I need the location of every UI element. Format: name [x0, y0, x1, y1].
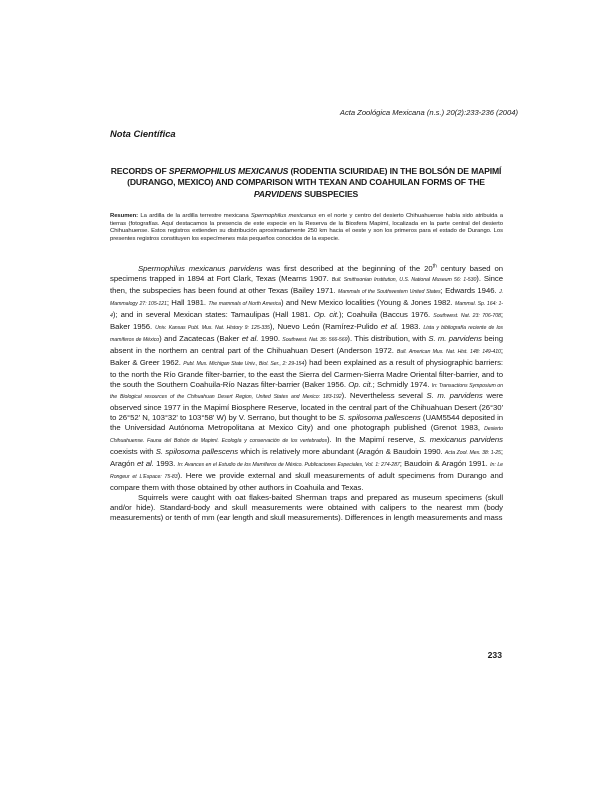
et-al: et al. — [241, 333, 259, 343]
abstract-text: en el norte y centro del desierto Chihuahuense había sido atribuida a tierras (fotografías. Aquí destacamos la presencia de este especie en la Reserva de la Biosfera Mapimí, localizada en la parte central del desierto Chihuahuense. Estos registros extienden su distribución aproximadamente 250 km hacia el oeste y son los primeros para el estado de Durango. Los presentes registros constituyen los especímenes más pequeños conocidos de la especie. — [110, 213, 503, 243]
citation: Lista y bibliografía reciente de los mamíferos de México — [110, 324, 503, 343]
body-text: ) and Zacatecas (Baker — [159, 333, 242, 343]
article-title — [104, 166, 508, 200]
body-text: 1983. — [398, 321, 424, 331]
title-part-3: SUBSPECIES — [302, 188, 359, 199]
body-text: ; Baker & Greer 1962. — [110, 345, 503, 367]
body-text: ; Schmidly 1974. — [372, 379, 432, 389]
citation: Southwest. Nat. 35: 566-569 — [282, 336, 348, 343]
body-paragraph-2: Squirrels were caught with oat flakes-baited Sherman traps and prepared as museum specimens (skull and/or hide). Standard-body and skull measurements were obtained with calipers to the nearest mm (body measurements) or tenth of mm (ear length and skull measurements). Differences in length measurements and mass — [110, 493, 503, 522]
species-name: S. m. parvidens — [428, 333, 482, 343]
species-name: S. m. parvidens — [426, 391, 483, 401]
citation: J. Mammalogy 27: 105-121 — [110, 288, 503, 307]
body-text: ), Nuevo León (Ramírez-Pulido — [269, 321, 381, 331]
abstract-species: Spermophilus mexicanus — [250, 213, 317, 219]
citation: Op. cit. — [313, 309, 339, 319]
body-text: ). This distribution, with — [347, 333, 429, 343]
title-subspecies: PARVIDENS — [253, 188, 302, 199]
body-text: (UAM5544 deposited in the Universidad Autónoma Metropolitana at Mexico City) and one photograph published (Grenot 1983, — [110, 413, 504, 433]
citation: Publ. Mus. Michigan State Univ., Biol. Ser., 2: 29-154 — [183, 360, 305, 367]
species-name: S. spilosoma pallescens — [338, 413, 421, 423]
body-text: ) and New Mexico localities (Young & Jones 1982. — [280, 297, 456, 307]
body-text: ; Aragón — [110, 447, 503, 469]
body-text: ; Baudoin & Aragón 1991. — [399, 459, 491, 469]
citation: In: Transactions Symposium on the Biological resources of the Chihuahuan Desert Region, United States and Mexico: 183-192 — [110, 382, 503, 401]
title-species: SPERMOPHILUS MEXICANUS — [168, 166, 289, 176]
body-text: ; Hall 1981. — [166, 297, 209, 307]
citation: Univ. Kansas Publ. Mus. Nat. History 9: 125-335 — [155, 324, 270, 331]
citation: The mammals of North America — [208, 300, 281, 307]
body-text: century based on specimens trapped in 1894 at Fort Clark, Texas (Mearns 1907. — [110, 264, 504, 283]
citation: In: Avances en el Estudio de los Mamíferos de México. Publicaciones Especiales, Vol. 1: 274-287 — [177, 462, 400, 469]
title-part-2: (RODENTIA SCIURIDAE) IN THE BOLSÓN DE MAPIMÍ (DURANGO, MEXICO) AND COMPARISON WITH TEXAN AND COAHUILAN FORMS OF THE — [127, 166, 502, 188]
species-name: Spermophilus mexicanus parvidens — [138, 264, 263, 273]
title-part-1: RECORDS OF — [110, 166, 169, 176]
body-text: ). Since then, the subspecies has been found at other Texas (Bailey 1971. — [110, 273, 503, 295]
et-al: et al. — [137, 459, 154, 469]
journal-reference: Acta Zoológica Mexicana (n.s.) 20(2):233-236 (2004) — [339, 108, 518, 117]
species-name: S. spilosoma pallescens — [155, 447, 239, 457]
article-body — [110, 264, 503, 523]
body-text: ). Here we provide external and skull measurements of adult specimens from Durango and compare them with those obtained by other authors in Coahuila and Texas. — [110, 471, 503, 493]
et-al: et al. — [380, 321, 399, 331]
body-text: ); Coahuila (Baccus 1976. — [338, 309, 434, 319]
citation: Bull. Smithsonian Institution, U.S. National Museum 56: 1-530 — [331, 276, 477, 283]
page-number: 233 — [487, 650, 502, 660]
citation: Desierto Chihuahuense. Fauna del Bolsón de Mapimí. Ecología y conservación de los vertebrados — [110, 426, 503, 445]
body-paragraph-1 — [110, 264, 503, 493]
body-text: which is relatively more abundant (Aragón & Baudoin 1990. — [238, 447, 445, 457]
body-text: being absent in the northern an central part of the Chihuahuan Desert (Anderson 1972. — [110, 333, 503, 355]
body-text: 1993. — [153, 459, 178, 469]
body-text: ; Baker 1956. — [110, 309, 503, 331]
citation: Acta Zool. Mex. 38: 1-25 — [444, 450, 501, 457]
abstract-text: La ardilla de la ardilla terrestre mexicana — [138, 213, 251, 219]
species-name: S. mexicanus parvidens — [418, 435, 503, 445]
citation: Southwest. Nat. 23: 706-708 — [433, 312, 501, 319]
body-text: ) had been explained as a result of physiographic barriers: to the north the Río Grande filter-barrier, to the east the Sierra del Carmen-Sierra Madre Oriental filter-barrier, and to the south the Southern Coahuila-Río Nazas filter-barrier (Baker 1956. — [110, 357, 504, 389]
citation: Op. cit. — [348, 379, 373, 389]
abstract — [110, 213, 503, 244]
citation: In: Le Rongeur et L'Espace: 75-83 — [110, 462, 503, 481]
body-text: was first described at the beginning of the 20 — [262, 264, 433, 273]
body-text: ). In the Mapimí reserve, — [327, 435, 419, 445]
body-text: ). Nevertheless several — [341, 391, 427, 401]
citation: Mammal. Sp. 164: 1-4 — [110, 300, 503, 319]
body-text: coexists with — [110, 447, 156, 457]
body-text: 1990. — [258, 333, 283, 343]
body-text: ; Edwards 1946. — [440, 285, 500, 295]
body-text: were observed since 1977 in the Mapimí Biosphere Reserve, located in the central part of the Chihuahuan Desert (26°30' to 26°52' N, 103°32' to 103°58' W) by V. Serrano, but thought to be — [110, 391, 503, 423]
abstract-label: Resumen: — [110, 213, 139, 219]
section-label: Nota Científica — [110, 128, 176, 139]
body-text: ); and in several Mexican states: Tamaulipas (Hall 1981. — [112, 309, 314, 319]
superscript: th — [432, 263, 437, 270]
citation: Mammals of the Southwestern United States — [337, 288, 441, 295]
citation: Bull. American Mus. Nat. Hist. 148: 149-410 — [396, 348, 501, 355]
